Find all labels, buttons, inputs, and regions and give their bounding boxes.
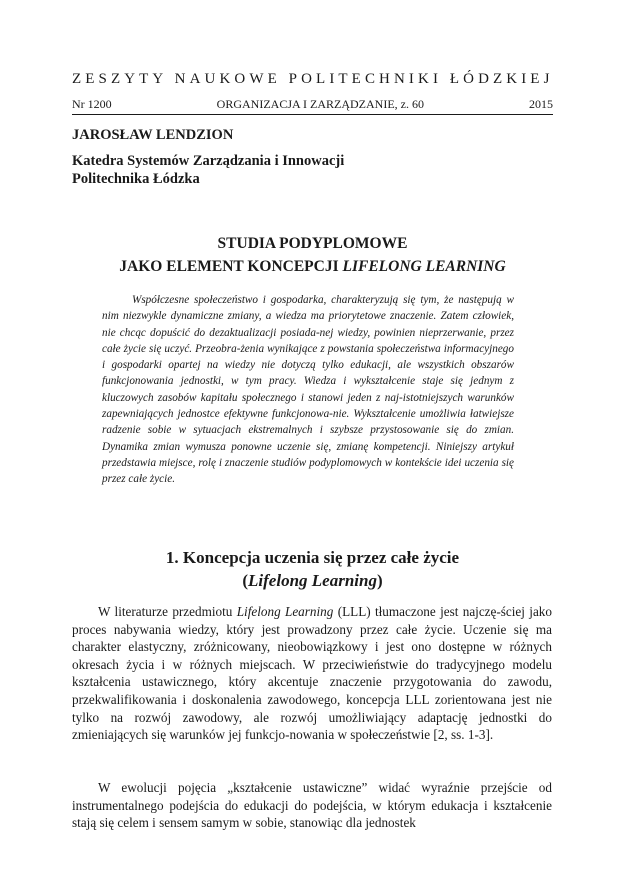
section-subheading-term: Lifelong Learning xyxy=(248,571,377,590)
author-university: Politechnika Łódzka xyxy=(72,171,200,187)
paragraph1-lead: W literaturze przedmiotu xyxy=(98,604,237,619)
issue-year: 2015 xyxy=(528,97,553,111)
issue-series: ORGANIZACJA I ZARZĄDZANIE, z. 60 xyxy=(216,97,424,111)
body-paragraph-2: W ewolucji pojęcia „kształcenie ustawiczne” widać wyraźnie przejście od instrumentalnego podejścia do edukacji do podejścia, w którym edukacja i kształcenie stają się celem i sensem samym w sobie, stanowiąc dla jednostek xyxy=(72,780,552,831)
paragraph1-term: Lifelong Learning xyxy=(236,604,334,619)
header-rule xyxy=(72,114,553,115)
issue-line xyxy=(72,97,553,112)
article-title-line2-plain: JAKO ELEMENT KONCEPCJI xyxy=(119,258,343,275)
article-title-line2 xyxy=(60,258,565,276)
abstract: Współczesne społeczeństwo i gospodarka, charakteryzują się tym, że następują w nim niezwykle dynamiczne zmiany, a wiedza ma priorytetowe znaczenie. Zatem człowiek, nie chcąc dopuścić do dezaktualizacji posiada-nej wiedzy, powinien nieprzerwanie, przez całe życie się uczyć. Przeobra-żenia wynikające z powstania społeczeństwa informacyjnego i gospodarki opartej na wiedzy nie dotyczą tylko edukacji, ale wszystkich obszarów funkcjonowania jednostki, w tym pracy. Wiedza i wykształcenie staje się jednym z kluczowych zasobów kapitału społecznego i stanowi jeden z naj-istotniejszych warunków zapewniających jednostce efektywne funkcjonowa-nie. Wykształcenie umożliwia łatwiejsze radzenie sobie w sytuacjach ekstremalnych i szybsze przystosowanie się do zmian. Dynamika zmian wymusza ponowne uczenie się, zmianę kompetencji. Niniejszy artykuł przedstawia miejsce, rolę i znaczenie studiów podyplomowych w kontekście idei uczenia się przez całe życie. xyxy=(102,294,514,486)
section-heading: 1. Koncepcja uczenia się przez całe życie xyxy=(165,548,460,567)
article-title-line2-italic: LIFELONG LEARNING xyxy=(342,258,506,275)
body-paragraph-1 xyxy=(72,603,552,744)
author-department: Katedra Systemów Zarządzania i Innowacji xyxy=(72,153,345,169)
section-subheading: (Lifelong Learning) xyxy=(242,571,383,590)
issue-number: Nr 1200 xyxy=(72,97,112,111)
paragraph1-rest: (LLL) tłumaczone jest najczę-ściej jako proces nabywania wiedzy, który jest prowadzony przez całe życie. Uczenie się ma charakter elastyczny, zróżnicowany, nieobowiązkowy i jest ono dostępne w różnych okresach życia i w różnych miejscach. W przeciwieństwie do tradycyjnego modelu kształcenia ustawicznego, który akcentuje znaczenie przygotowania do zawodu, przekwalifikowania i doskonalenia zawodowego, koncepcja LLL zorientowana jest nie tylko na rozwój zawodowy, ale rozwój umożliwiający adaptację jednostki do zmieniających się warunków jej funkcjo-nowania w społeczeństwie [2, ss. 1-3]. xyxy=(72,604,552,743)
article-title-line1: STUDIA PODYPLOMOWE xyxy=(217,235,408,252)
journal-title: ZESZYTY NAUKOWE POLITECHNIKI ŁÓDZKIEJ xyxy=(72,71,554,87)
author-name: JAROSŁAW LENDZION xyxy=(72,127,234,143)
